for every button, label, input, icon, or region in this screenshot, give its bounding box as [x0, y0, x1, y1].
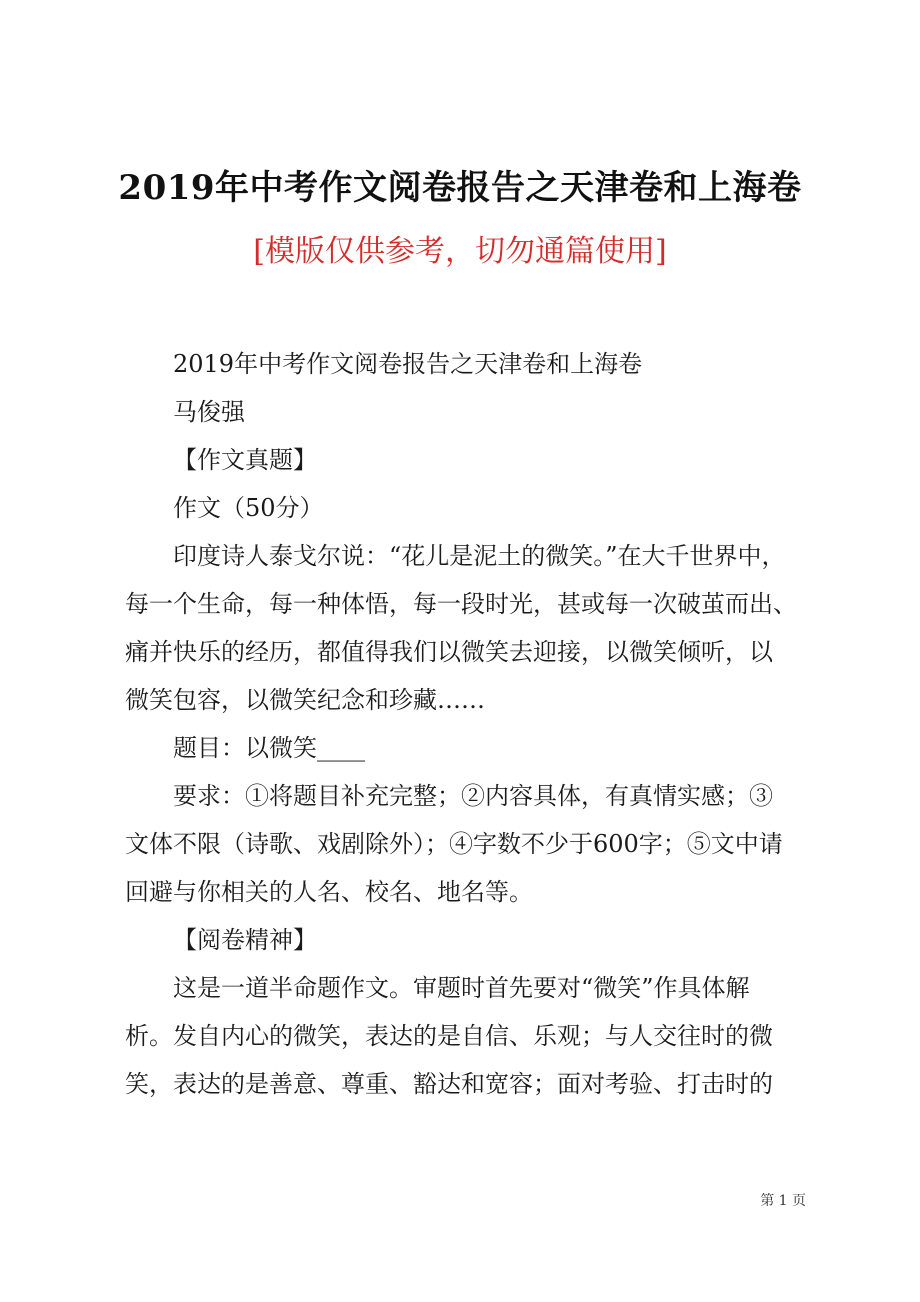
paragraph-line: 文体不限（诗歌、戏剧除外）；④字数不少于600字；⑤文中请 [125, 830, 783, 858]
paragraph-line: 回避与你相关的人名、校名、地名等。 [125, 878, 533, 906]
requirements-paragraph [125, 772, 805, 916]
document-title: 2019年中考作文阅卷报告之天津卷和上海卷 [118, 168, 802, 208]
essay-topic-line: 题目：以微笑____ [173, 734, 365, 762]
template-disclaimer: [模版仅供参考，切勿通篇使用] [253, 234, 667, 269]
paragraph-line: 析。发自内心的微笑，表达的是自信、乐观；与人交往时的微 [125, 1022, 773, 1050]
paragraph-line: 微笑包容，以微笑纪念和珍藏…… [125, 686, 485, 714]
paragraph-line: 每一个生命，每一种体悟，每一段时光，甚或每一次破茧而出、 [125, 590, 797, 618]
article-heading: 2019年中考作文阅卷报告之天津卷和上海卷 [173, 350, 643, 378]
author-name: 马俊强 [173, 398, 245, 426]
analysis-paragraph [125, 964, 805, 1108]
paragraph-line: 痛并快乐的经历，都值得我们以微笑去迎接，以微笑倾听，以 [125, 638, 773, 666]
essay-score-line: 作文（50分） [173, 494, 324, 522]
paragraph-line: 要求：①将题目补充完整；②内容具体，有真情实感；③ [173, 782, 773, 810]
page-number: 第 1 页 [760, 1193, 806, 1209]
paragraph-line: 印度诗人泰戈尔说：“花儿是泥土的微笑。”在大千世界中， [173, 542, 786, 570]
section-heading-grading-spirit: 【阅卷精神】 [173, 926, 317, 954]
document-body [125, 340, 805, 1108]
paragraph-line: 这是一道半命题作文。审题时首先要对“微笑”作具体解 [173, 974, 750, 1002]
prompt-paragraph [125, 532, 805, 724]
section-heading-essay-prompt: 【作文真题】 [173, 446, 317, 474]
paragraph-line: 笑，表达的是善意、尊重、豁达和宽容；面对考验、打击时的 [125, 1070, 773, 1098]
